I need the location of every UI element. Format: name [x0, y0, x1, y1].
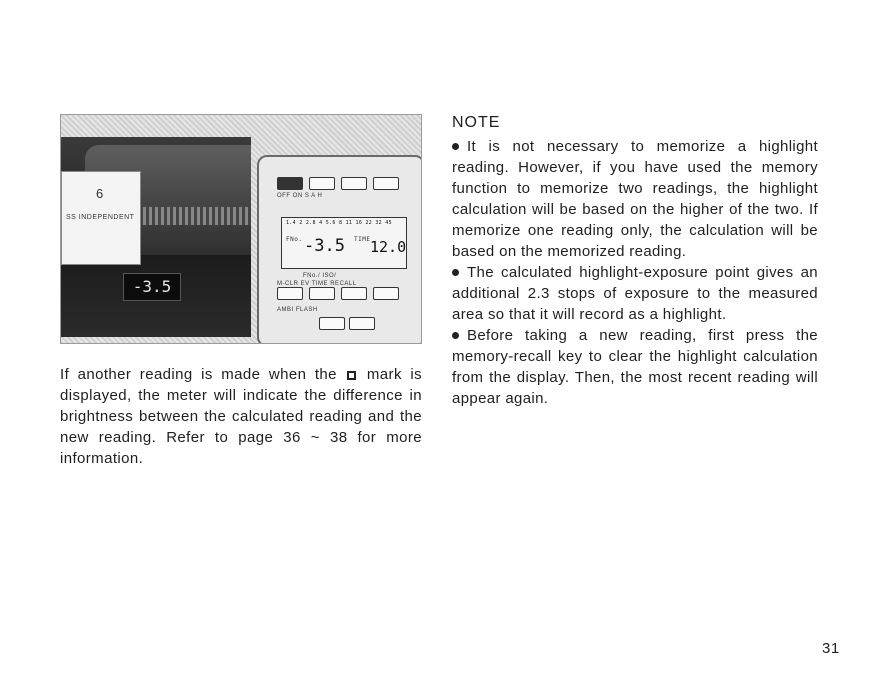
time-value: 12.0: [370, 238, 407, 256]
time-button: [341, 287, 367, 300]
note-heading: NOTE: [452, 114, 501, 131]
time-label: TIME: [354, 236, 371, 243]
meter-lcd: [281, 217, 407, 269]
meter-photo: [60, 114, 422, 344]
mode-a-button: [341, 177, 367, 190]
mid-labels: M-CLR EV TIME RECALL: [277, 281, 357, 287]
top-button-row: [277, 177, 399, 190]
bottom-button-row: [319, 317, 375, 330]
ev-button: [309, 287, 335, 300]
note-list: [452, 136, 818, 409]
meter-panel: [257, 155, 422, 344]
mug-number: 6: [96, 186, 104, 201]
caption-text-start: If another reading is made when the: [60, 366, 337, 383]
bottom-labels: AMBI FLASH: [277, 307, 318, 313]
page-number: 31: [822, 640, 840, 657]
photo-horizon: [131, 207, 251, 225]
top-button-labels: OFF ON S A H: [277, 193, 323, 199]
down-button: [349, 317, 375, 330]
note-item-text: The calculated highlight-exposure point gives an additional 2.3 stops of exposure to the measured area so that it will record as a highlight.: [452, 264, 818, 323]
note-item: [452, 325, 818, 409]
viewfinder-lcd: -3.5: [123, 273, 181, 301]
caption-text-end: mark is displayed, the meter will indicate the difference in brightness between the calculated reading and the new reading. Refer to page 36 ~ 38 for more information.: [60, 366, 422, 467]
recall-button: [373, 287, 399, 300]
up-button: [319, 317, 345, 330]
bullet-icon: [452, 143, 459, 150]
figure-caption: [60, 364, 422, 469]
note-item-text: Before taking a new reading, first press the memory-recall key to clear the highlight calculation from the display. Then, the most recent reading will appear again.: [452, 327, 818, 407]
note-item: [452, 262, 818, 325]
fno-value: -3.5: [304, 236, 345, 256]
note-item-text: It is not necessary to memorize a highlight reading. However, if you have used the memory function to memorize two readings, the highlight calculation will be based on the higher of the two. If memorize one reading only, the calculation will be based on the memorized reading.: [452, 138, 818, 260]
bullet-icon: [452, 332, 459, 339]
mode-h-button: [373, 177, 399, 190]
mug-text: SS INDEPENDENT: [66, 214, 135, 221]
mid-top-labels: FNo./ ISO/: [303, 273, 337, 279]
bullet-icon: [452, 269, 459, 276]
mode-s-button: [309, 177, 335, 190]
photo-mug: [61, 171, 141, 265]
power-switch: [277, 177, 303, 190]
middle-button-row: [277, 287, 399, 300]
aperture-scale: 1.4 2 2.8 4 5.6 8 11 16 22 32 45: [286, 220, 392, 226]
highlight-mark-icon: [347, 371, 356, 380]
fno-label: FNo.: [286, 236, 303, 243]
note-item: [452, 136, 818, 262]
mclr-button: [277, 287, 303, 300]
